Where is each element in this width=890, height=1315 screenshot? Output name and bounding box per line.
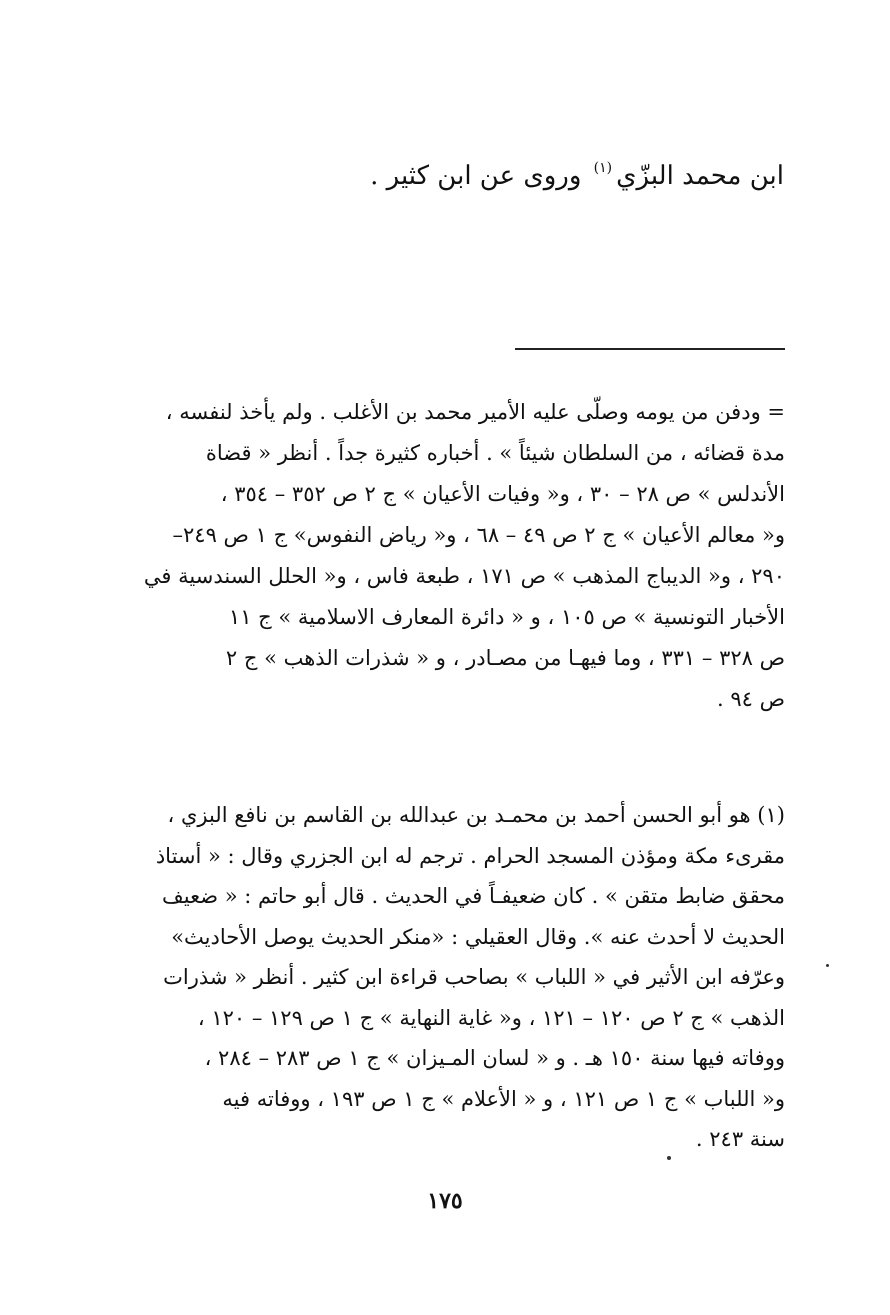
footnote-line: مدة قضائه ، من السلطان شيئاً » . أخباره كثيرة جداً . أنظر « قضاة [205, 441, 785, 465]
ink-speck [667, 1156, 671, 1160]
footnote-line: وعرّفه ابن الأثير في « اللباب » بصاحب قراءة ابن كثير . أنظر « شذرات [163, 965, 785, 989]
footnote-1 [105, 795, 785, 1160]
main-text-after-ref: وروى عن ابن كثير . [370, 161, 582, 191]
page-number: ١٧٥ [427, 1188, 463, 1214]
footnote-line: و« اللباب » ج ١ ص ١٢١ ، و « الأعلام » ج ١ ص ١٩٣ ، ووفاته فيه [222, 1086, 785, 1111]
footnote-line: الأندلس » ص ٢٨ – ٣٠ ، و« وفيات الأعيان » ج ٢ ص ٣٥٢ – ٣٥٤ ، [220, 482, 785, 506]
ink-speck [826, 964, 829, 967]
footnote-line: ص ٣٢٨ – ٣٣١ ، وما فيهـا من مصـادر ، و « شذرات الذهب » ج ٢ [225, 646, 785, 670]
footnote-line: محقق ضابط متقن » . كان ضعيفـاً في الحديث . قال أبو حاتم : « ضعيف [162, 884, 785, 908]
footnote-line: سنة ٢٤٣ . [695, 1127, 785, 1151]
main-text-before-ref: ابن محمد البزّي [616, 161, 784, 191]
main-text-line [364, 148, 784, 196]
footnote-line: الحديث لا أحدث عنه ». وقال العقيلي : «منكر الحديث يوصل الأحاديث» [171, 924, 785, 949]
footnote-line: مقرىء مكة ومؤذن المسجد الحرام . ترجم له ابن الجزري وقال : « أستاذ [155, 843, 785, 868]
footnote-line: ووفاته فيها سنة ١٥٠ هـ . و « لسان المـيزان » ج ١ ص ٢٨٣ – ٢٨٤ ، [204, 1046, 785, 1070]
footnote-reference: (١) [593, 160, 613, 176]
footnote-line: = ودفن من يومه وصلّى عليه الأمير محمد بن الأغلب . ولم يأخذ لنفسه ، [165, 400, 785, 424]
footnote-line: الأخبار التونسية » ص ١٠٥ ، و « دائرة المعارف الاسلامية » ج ١١ [228, 605, 785, 629]
footnote-continued [105, 392, 785, 720]
footnote-line: ٢٩٠ ، و« الديباج المذهب » ص ١٧١ ، طبعة فاس ، و« الحلل السندسية في [143, 564, 785, 588]
footnote-line: ص ٩٤ . [717, 687, 785, 711]
footnote-line: (١) هو أبو الحسن أحمد بن محمـد بن عبدالله بن القاسم بن نافع البزي ، [167, 803, 785, 827]
footnote-line: الذهب » ج ٢ ص ١٢٠ – ١٢١ ، و« غاية النهاية » ج ١ ص ١٢٩ – ١٢٠ ، [197, 1005, 785, 1030]
footnote-line: و« معالم الأعيان » ج ٢ ص ٤٩ – ٦٨ ، و« رياض النفوس» ج ١ ص ٢٤٩– [172, 523, 785, 547]
footnote-separator [515, 348, 785, 350]
